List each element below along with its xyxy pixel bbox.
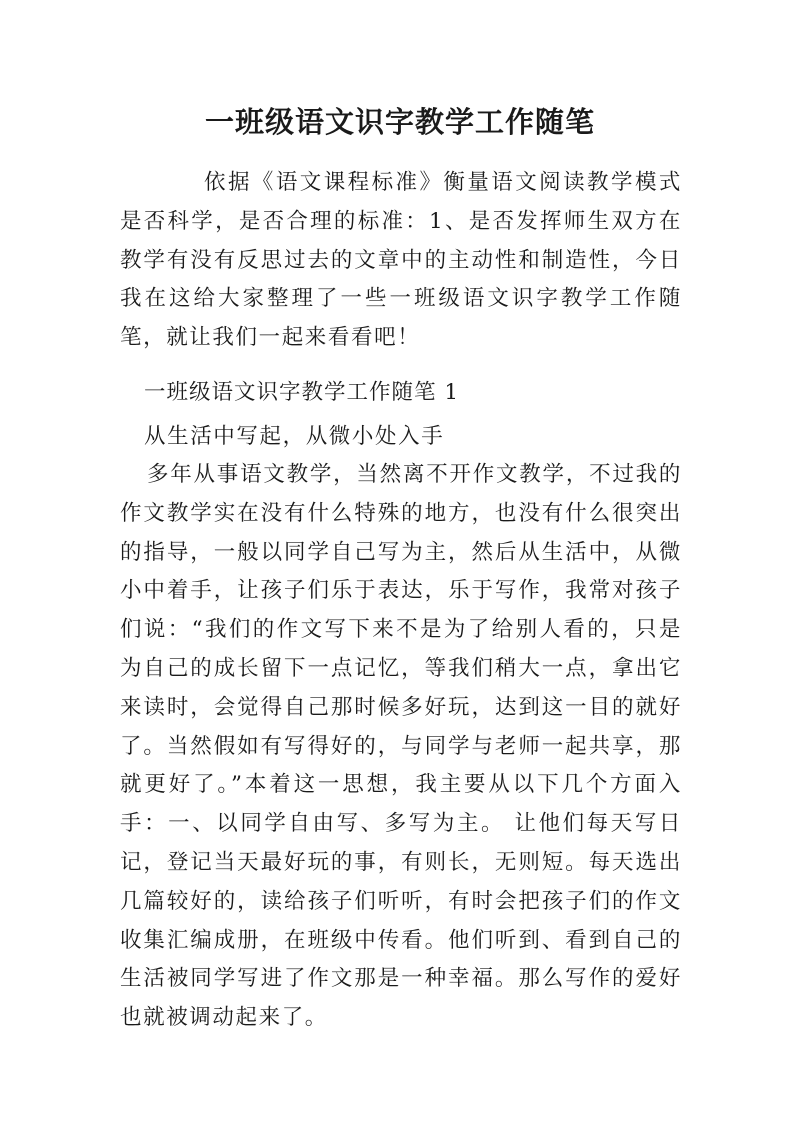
main-paragraph: 多年从事语文教学，当然离不开作文教学，不过我的作文教学实在没有什么特殊的地方，也没有什么很突出的指导，一般以同学自己写为主，然后从生活中，从微小中着手，让孩子们乐于表达，乐于写作，我常对孩子们说：“我们的作文写下来不是为了给别人看的，只是为自己的成长留下一点记忆，等我们稍大一点，拿出它来读时，会觉得自己那时候多好玩，达到这一目的就好了。当然假如有写得好的，与同学与老师一起共享，那就更好了。”本着这一思想，我主要从以下几个方面入手：一、以同学自由写、多写为主。 让他们每天写日记，登记当天最好玩的事，有则长，无则短。每天选出几篇较好的，读给孩子们听听，有时会把孩子们的作文收集汇编成册，在班级中传看。他们听到、看到自己的生活被同学写进了作文那是一种幸福。那么写作的爱好也就被调动起来了。 (120, 462, 682, 1031)
intro-paragraph: 依据《语文课程标准》衡量语文阅读教学模式是否科学，是否合理的标准：1、是否发挥师生双方在教学有没有反思过去的文章中的主动性和制造性，今日我在这给大家整理了一些一班级语文识字教学工作随笔，就让我们一起来看看吧！ (120, 170, 682, 351)
document-title: 一班级语文识字教学工作随笔 (204, 105, 595, 139)
section-lead: 从生活中写起，从微小处入手 (144, 424, 445, 449)
section-title: 一班级语文识字教学工作随笔 1 (144, 380, 460, 405)
